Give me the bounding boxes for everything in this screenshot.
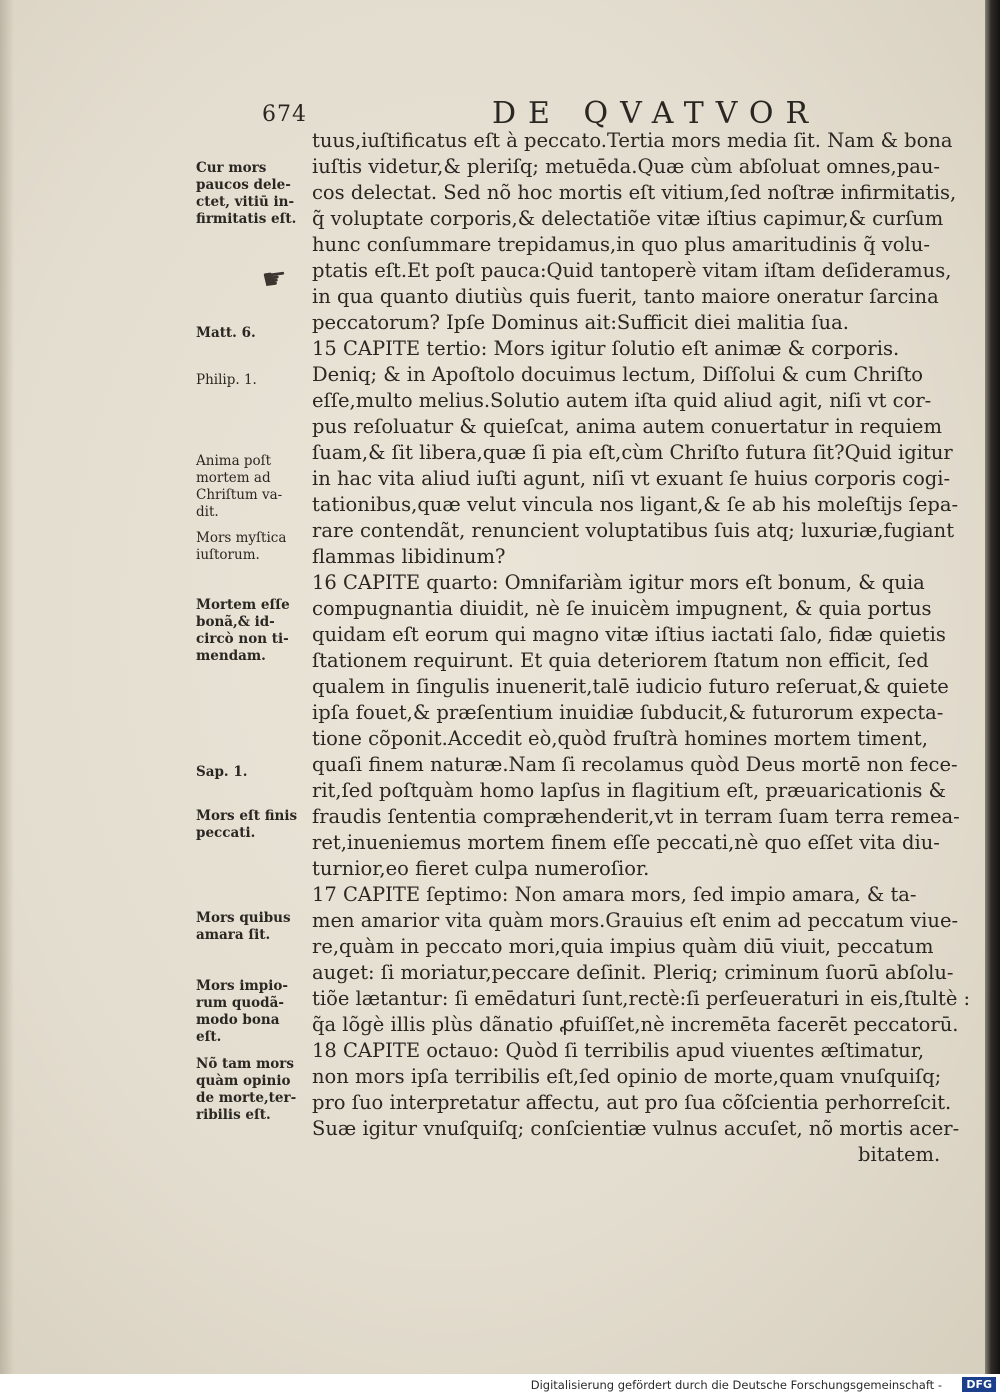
- margin-note: Sap. 1.: [196, 764, 248, 780]
- text-line: eſſe,multo melius.Solutio autem iſta quid aliud agit, niſi vt cor-: [312, 389, 932, 412]
- text-line: in qua quanto diutiùs quis fuerit, tanto maiore oneratur ſarcina: [312, 285, 939, 308]
- margin-note: Mors quibus amara ſit.: [196, 910, 291, 943]
- text-line: non mors ipſa terribilis eſt,ſed opinio de morte,quam vnuſquiſq;: [312, 1065, 942, 1088]
- text-line: ret,inueniemus mortem finem eſſe peccati,nè quo eſſet vita diu-: [312, 831, 940, 854]
- margin-note: Mors myſtica iuſtorum.: [196, 530, 287, 563]
- margin-note: Mors impio- rum quodã- modo bona eſt.: [196, 978, 288, 1045]
- margin-note: Matt. 6.: [196, 325, 256, 341]
- text-line: 15 CAPITE tertio: Mors igitur ſolutio eſt animæ & corporis.: [312, 337, 900, 360]
- margin-note: Mors eſt finis peccati.: [196, 808, 298, 841]
- text-line: Deniq; & in Apoſtolo docuimus lectum, Diſſolui & cum Chriſto: [312, 363, 924, 386]
- text-line: 17 CAPITE ſeptimo: Non amara mors, ſed impio amara, & ta-: [312, 883, 917, 906]
- text-line: tationibus,quæ velut vincula nos ligant,& ſe ab his moleſtijs ſepa-: [312, 493, 959, 516]
- text-line: re,quàm in peccato mori,quia impius quàm diū viuit, peccatum: [312, 935, 934, 958]
- footer-credit: Digitalisierung gefördert durch die Deutsche Forschungsgemeinschaft -: [530, 1378, 942, 1392]
- margin-note: Cur mors paucos dele- ctet, vitiū in- firmitatis eſt.: [196, 160, 297, 227]
- running-head: DE QVATVOR: [492, 96, 821, 131]
- text-line: q̃a lõgè illis plùs dãnatio ꝓfuiſſet,nè incremēta facerēt peccatorū.: [312, 1013, 959, 1036]
- text-line: ſtationem requirunt. Et quia deteriorem ſtatum non efficit, ſed: [312, 649, 929, 672]
- text-line: quidam eſt eorum qui magno vitæ iſtius iactati ſalo, fidæ quietis: [312, 623, 946, 646]
- text-line: 18 CAPITE octauo: Quòd ſi terribilis apud viuentes æſtimatur,: [312, 1039, 925, 1062]
- gutter-shadow: [0, 0, 14, 1374]
- text-line: cos delectat. Sed nõ hoc mortis eſt vitium,ſed noſtræ infirmitatis,: [312, 181, 957, 204]
- text-line: auget: ſi moriatur,peccare deſinit. Pleriq; criminum ſuorū abſolu-: [312, 961, 954, 984]
- text-line: turnior,eo fieret culpa numeroſior.: [312, 857, 650, 880]
- text-line: qualem in ſingulis inuenerit,talē iudicio futuro reſeruat,& quiete: [312, 675, 949, 698]
- page-number: 674: [262, 102, 307, 127]
- text-line: rare contendãt, renuncient voluptatibus ſuis atq; luxuriæ,fugiant: [312, 519, 955, 542]
- text-line: men amarior vita quàm mors.Grauius eſt enim ad peccatum viue-: [312, 909, 959, 932]
- text-line: Suæ igitur vnuſquiſq; conſcientiæ vulnus accuſet, nõ mortis acer-: [312, 1117, 960, 1140]
- text-line: peccatorum? Ipſe Dominus ait:Sufficit diei malitia ſua.: [312, 311, 849, 334]
- text-line: rit,ſed poſtquàm homo lapſus in flagitium eſt, præuaricationis &: [312, 779, 946, 802]
- text-line: ptatis eſt.Et poſt pauca:Quid tantoperè vitam iſtam deſideramus,: [312, 259, 952, 282]
- manicule-icon: ☛: [259, 260, 290, 297]
- margin-note: Philip. 1.: [196, 372, 257, 388]
- page-edge-shadow: [985, 0, 1000, 1374]
- text-line: pro ſuo interpretatur affectu, aut pro ſua cõſcientia perhorreſcit.: [312, 1091, 952, 1114]
- text-line: bitatem.: [858, 1143, 941, 1166]
- margin-note: Anima poſt mortem ad Chriſtum va- dit.: [196, 453, 283, 520]
- margin-note: Nõ tam mors quàm opinio de morte,ter- ribilis eſt.: [196, 1056, 297, 1123]
- text-line: tuus,iuſtificatus eſt à peccato.Tertia mors media ſit. Nam & bona: [312, 129, 953, 152]
- text-line: tione cõponit.Accedit eò,quòd fruſtrà homines mortem timent,: [312, 727, 928, 750]
- text-line: pus reſoluatur & quieſcat, anima autem conuertatur in requiem: [312, 415, 942, 438]
- text-line: ſuam,& ſit libera,quæ ſi pia eſt,cùm Chriſto futura ſit?Quid igitur: [312, 441, 953, 464]
- margin-note: Mortem eſſe bonã,& id- circò non ti- mendam.: [196, 597, 290, 664]
- text-line: hunc conſummare trepidamus,in quo plus amaritudinis q̃ volu-: [312, 233, 930, 256]
- text-line: quaſi finem naturæ.Nam ſi recolamus quòd Deus mortē non fece-: [312, 753, 958, 776]
- text-line: iuſtis videtur,& pleriſq; metuēda.Quæ cùm abſoluat omnes,pau-: [312, 155, 941, 178]
- text-line: tiõe lætantur: ſi emēdaturi ſunt,rectè:ſi perſeueraturi in eis,ſtultè :: [312, 987, 971, 1010]
- text-line: ipſa fouet,& præſentium inuidiæ ſubducit,& futurorum expecta-: [312, 701, 944, 724]
- text-line: q̃ voluptate corporis,& delectatiõe vitæ iſtius capimur,& curſum: [312, 207, 944, 230]
- text-line: 16 CAPITE quarto: Omnifariàm igitur mors eſt bonum, & quia: [312, 571, 925, 594]
- dfg-logo: DFG: [962, 1377, 996, 1392]
- text-line: compugnantia diuidit, nè ſe inuicèm impugnent, & quia portus: [312, 597, 932, 620]
- text-line: fraudis ſententia compræhenderit,vt in terram ſuam terra remea-: [312, 805, 960, 828]
- text-line: flammas libidinum?: [312, 545, 506, 568]
- text-line: in hac vita aliud iuſti agunt, niſi vt exuant ſe huius corporis cogi-: [312, 467, 951, 490]
